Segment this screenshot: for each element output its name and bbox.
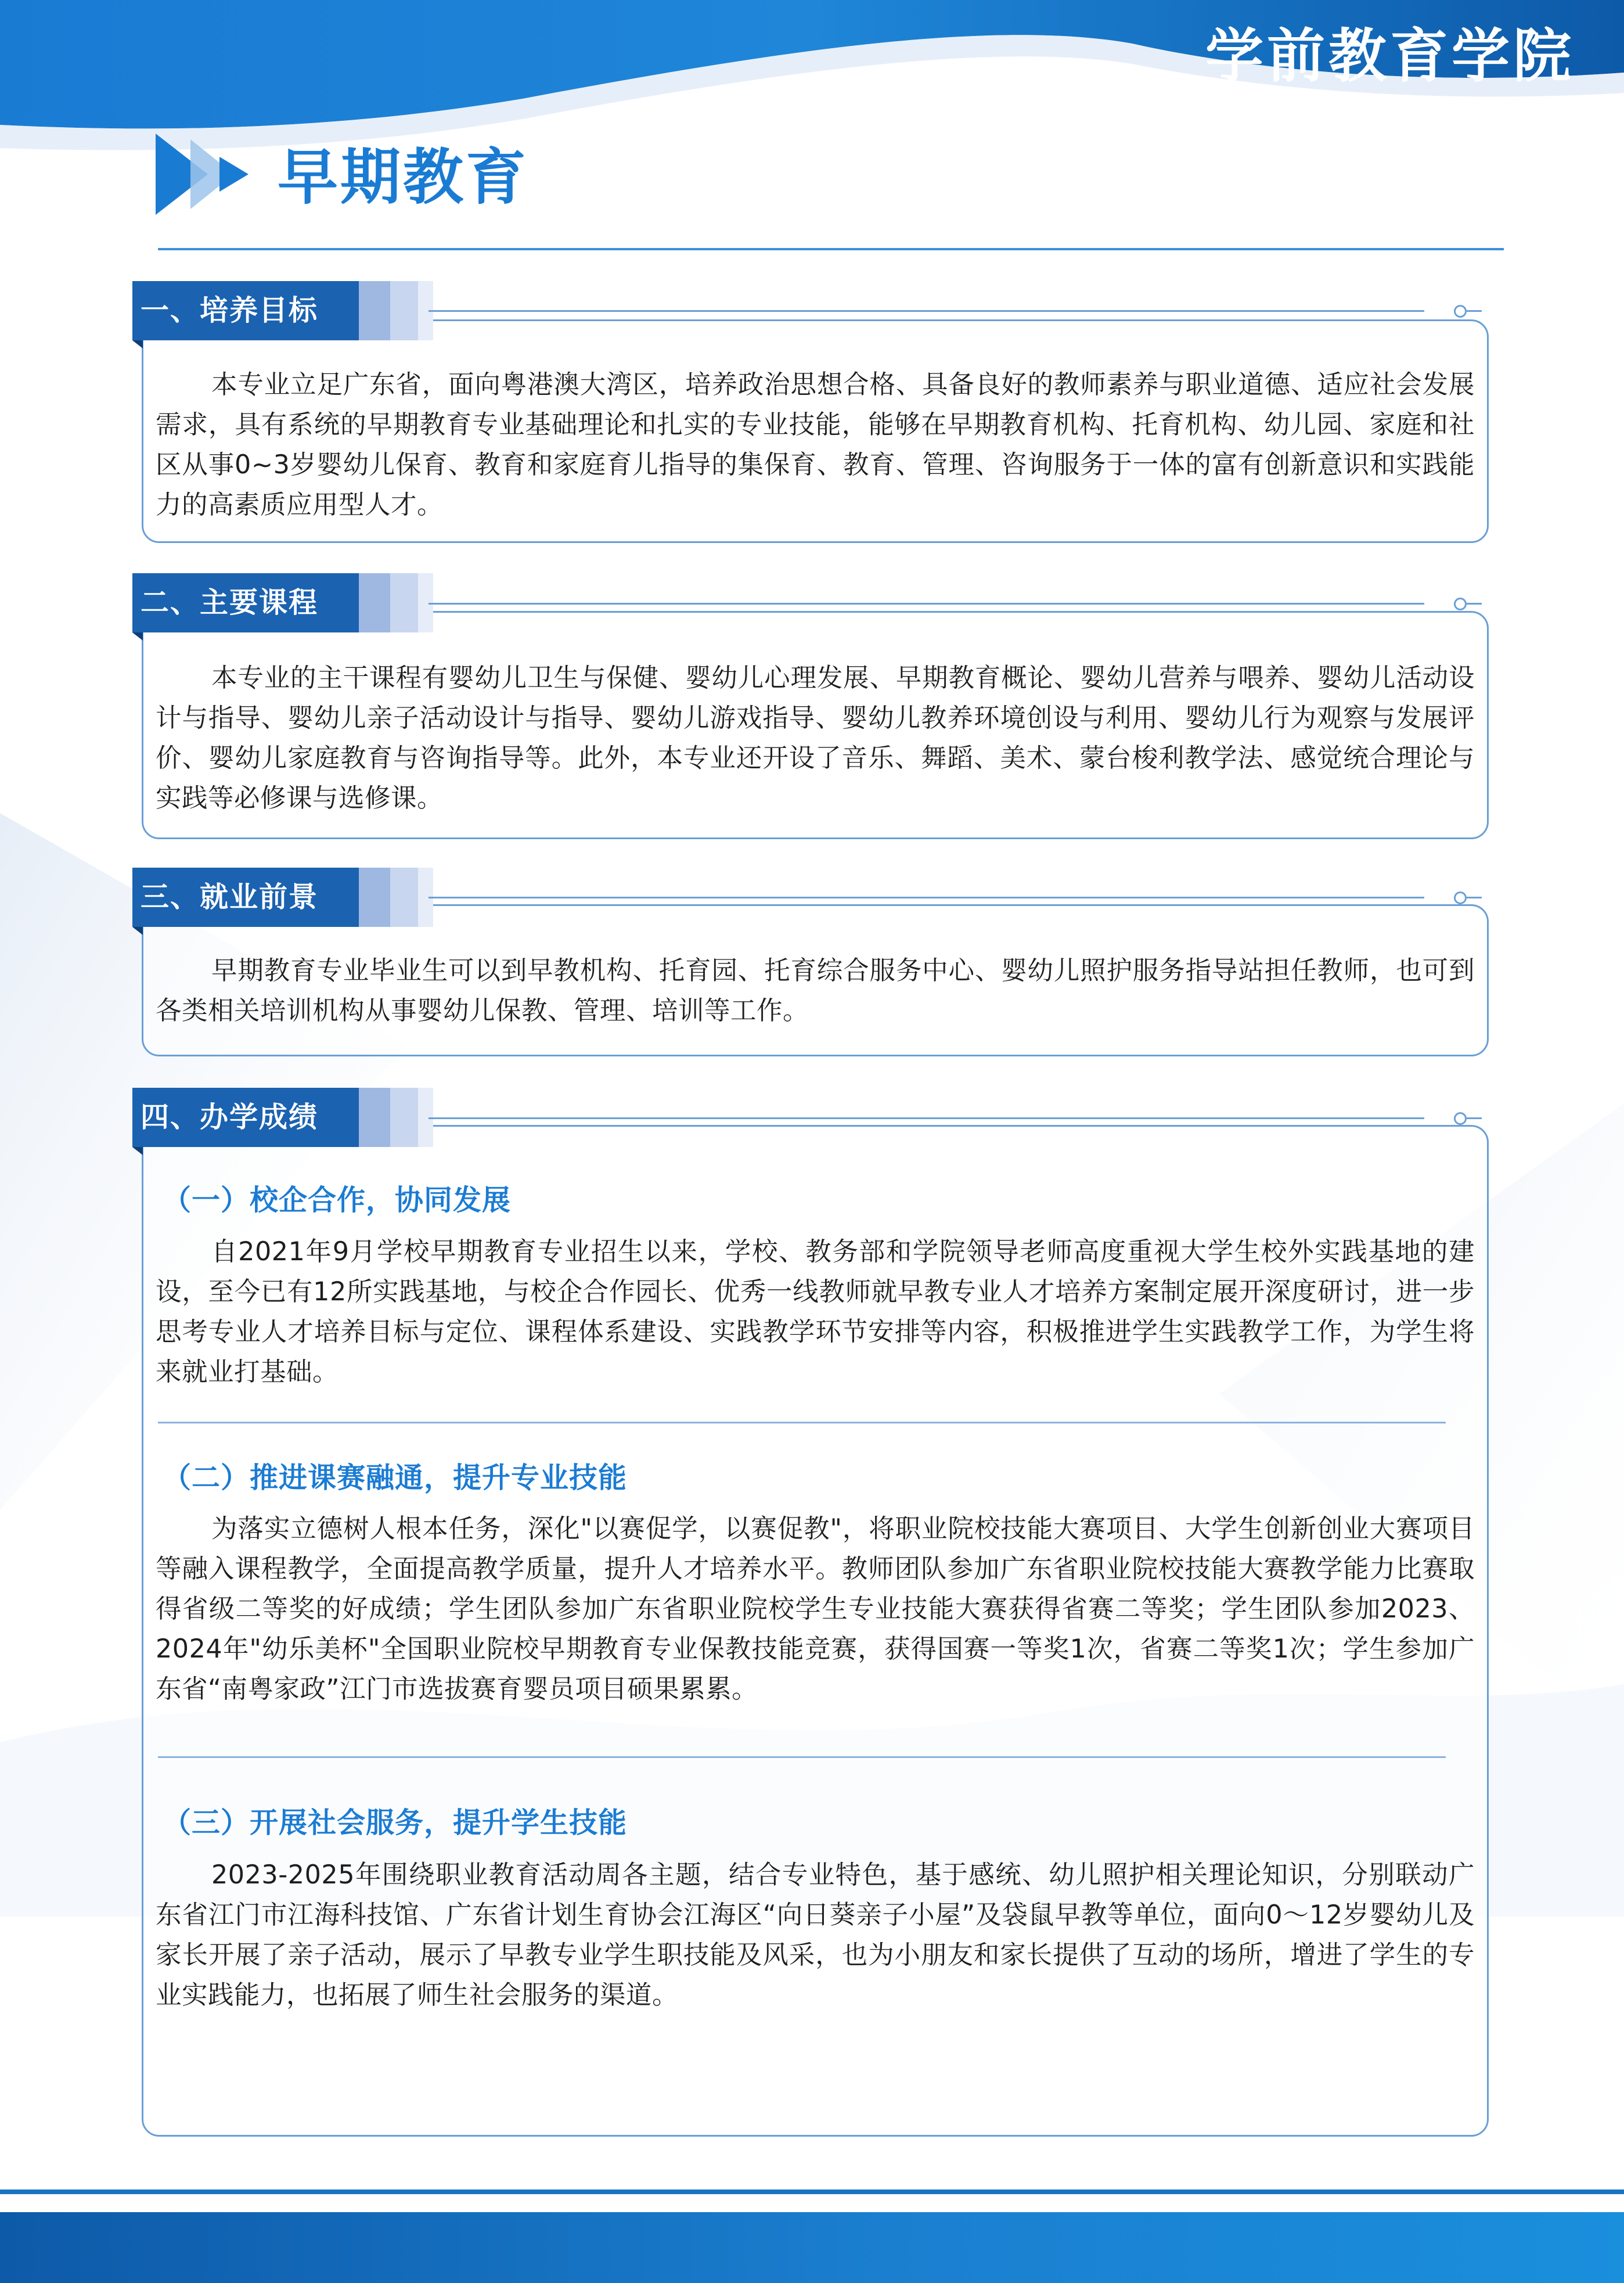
section-rule xyxy=(428,897,1424,898)
title-divider xyxy=(158,248,1504,250)
header-stripe xyxy=(359,281,390,340)
header-stripe xyxy=(390,1088,418,1147)
rule-end-circle xyxy=(1454,891,1467,904)
header-stripe xyxy=(359,573,390,632)
section-rule xyxy=(428,310,1424,312)
header-stripe xyxy=(390,868,418,927)
college-title: 学前教育学院 xyxy=(1205,22,1575,90)
footer-bar xyxy=(0,2212,1624,2283)
section-label: 一、培养目标 xyxy=(132,281,359,340)
subsection-heading: （一）校企合作，协同发展 xyxy=(163,1184,512,1217)
footer-line xyxy=(0,2189,1624,2194)
subsection-paragraph: 2023-2025年围绕职业教育活动周各主题，结合专业特色，基于感统、幼儿照护相关理论知识，分别联动广东省江门市江海科技馆、广东省计划生育协会江海区“向日葵亲子小屋”及袋鼠早教等单位，面向0～12岁婴幼儿及家长开展了亲子活动，展示了早教专业学生职技能及风采，也为小朋友和家长提供了互动的场所，增进了学生的专业实践能力，也拓展了师生社会服务的渠道。 xyxy=(156,1860,1475,2010)
section-paragraph: 早期教育专业毕业生可以到早教机构、托育园、托育综合服务中心、婴幼儿照护服务指导站担任教师，也可到各类相关培训机构从事婴幼儿保教、管理、培训等工作。 xyxy=(156,956,1475,1026)
header-stripe xyxy=(359,868,390,927)
header-stripe xyxy=(390,573,418,632)
rule-end-circle xyxy=(1454,1112,1467,1125)
subsection-heading: （三）开展社会服务，提升学生技能 xyxy=(163,1806,628,1839)
section-paragraph: 本专业的主干课程有婴幼儿卫生与保健、婴幼儿心理发展、早期教育概论、婴幼儿营养与喂养、婴幼儿活动设计与指导、婴幼儿亲子活动设计与指导、婴幼儿游戏指导、婴幼儿教养环境创设与利用、婴幼儿行为观察与发展评价、婴幼儿家庭教育与咨询指导等。此外，本专业还开设了音乐、舞蹈、美术、蒙台梭利教学法、感觉统合理论与实践等必修课与选修课。 xyxy=(156,663,1475,813)
rule-tail xyxy=(1467,310,1482,312)
rule-tail xyxy=(1467,1117,1482,1119)
section-paragraph: 本专业立足广东省，面向粤港澳大湾区，培养政治思想合格、具备良好的教师素养与职业道德、适应社会发展需求，具有系统的早期教育专业基础理论和扎实的专业技能，能够在早期教育机构、托育机构、幼儿园、家庭和社区从事0~3岁婴幼儿保育、教育和家庭育儿指导的集保育、教育、管理、咨询服务于一体的富有创新意识和实践能力的高素质应用型人才。 xyxy=(156,370,1475,520)
section-label: 四、办学成绩 xyxy=(132,1088,359,1147)
section-label: 二、主要课程 xyxy=(132,573,359,632)
subsection-paragraph: 自2021年9月学校早期教育专业招生以来，学校、教务部和学院领导老师高度重视大学生校外实践基地的建设，至今已有12所实践基地，与校企合作园长、优秀一线教师就早教专业人才培养方案制定展开深度研讨，进一步思考专业人才培养目标与定位、课程体系建设、实践教学环节安排等内容，积极推进学生实践教学工作，为学生将来就业打基础。 xyxy=(156,1237,1475,1387)
rule-tail xyxy=(1467,897,1482,898)
subsection-paragraph: 为落实立德树人根本任务，深化"以赛促学，以赛促教"，将职业院校技能大赛项目、大学生创新创业大赛项目等融入课程教学，全面提高教学质量，提升人才培养水平。教师团队参加广东省职业院校技能大赛教学能力比赛取得省级二等奖的好成绩；学生团队参加广东省职业院校学生专业技能大赛获得省赛二等奖；学生团队参加2023、2024年"幼乐美杯"全国职业院校早期教育专业保教技能竞赛，获得国赛一等奖1次，省赛二等奖1次；学生参加广东省“南粤家政”江门市选拔赛育婴员项目硕果累累。 xyxy=(156,1514,1475,1704)
play-arrows-icon xyxy=(156,134,257,215)
rule-end-circle xyxy=(1454,598,1467,610)
header-stripe xyxy=(390,281,418,340)
page-title: 早期教育 xyxy=(278,142,529,213)
section-label: 三、就业前景 xyxy=(132,868,359,927)
rule-tail xyxy=(1467,603,1482,605)
subsection-heading: （二）推进课赛融通，提升专业技能 xyxy=(163,1461,628,1494)
header-stripe xyxy=(359,1088,390,1147)
section-rule xyxy=(428,1117,1424,1119)
rule-end-circle xyxy=(1454,305,1467,318)
section-rule xyxy=(428,603,1424,605)
subsection-divider xyxy=(158,1422,1446,1423)
subsection-divider xyxy=(158,1756,1446,1758)
